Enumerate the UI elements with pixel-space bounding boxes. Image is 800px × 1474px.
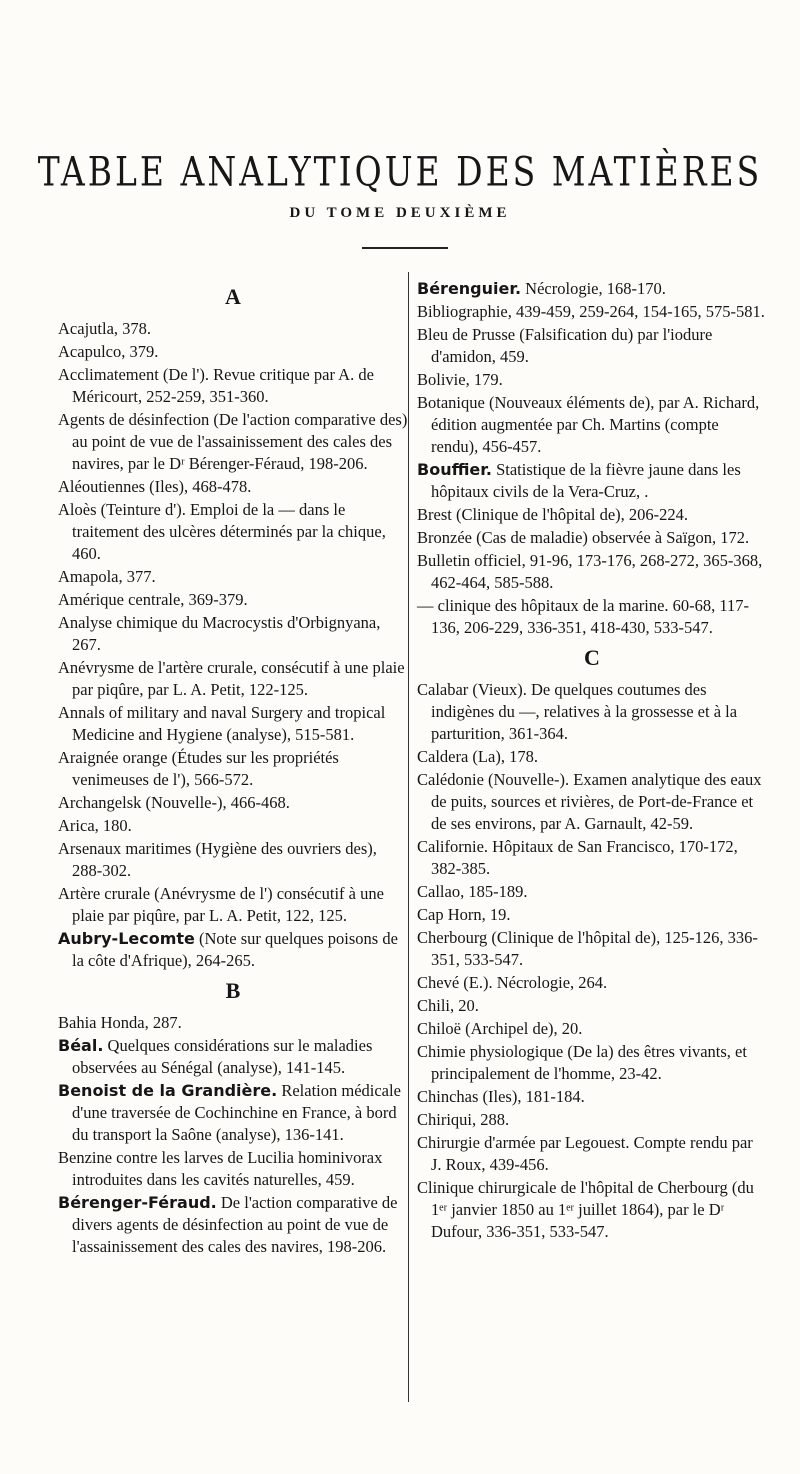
index-entry xyxy=(58,409,408,475)
index-entry xyxy=(417,324,767,368)
index-entry xyxy=(417,278,767,300)
entry-text: Chimie physiologique (De la) des êtres vivants, et principalement de l'homme, 23-42. xyxy=(417,1042,747,1083)
section-letter: B xyxy=(225,978,241,1003)
index-entry xyxy=(417,995,767,1017)
index-entry xyxy=(58,612,408,656)
entry-text: Statistique de la fièvre jaune dans les hôpitaux civils de la Vera-Cruz, . xyxy=(431,460,741,501)
entry-text: Botanique (Nouveaux éléments de), par A. Richard, édition augmentée par Ch. Martins (compte rendu), 456-457. xyxy=(417,393,760,456)
entry-text: Bolivie, 179. xyxy=(417,370,503,389)
index-entry xyxy=(58,792,408,814)
index-entry xyxy=(58,566,408,588)
entry-text: Acapulco, 379. xyxy=(58,342,159,361)
index-entry xyxy=(58,476,408,498)
entry-text: Benzine contre les larves de Lucilia hominivorax introduites dans les cavités naturelles, 459. xyxy=(58,1148,383,1189)
entry-text: Bleu de Prusse (Falsification du) par l'iodure d'amidon, 459. xyxy=(417,325,713,366)
entry-text: Bulletin officiel, 91-96, 173-176, 268-272, 365-368, 462-464, 585-588. xyxy=(417,551,763,592)
index-entry xyxy=(417,1041,767,1085)
entry-text: Chiloë (Archipel de), 20. xyxy=(417,1019,583,1038)
entry-text: Acajutla, 378. xyxy=(58,319,152,338)
entry-text: Quelques considérations sur le maladies observées au Sénégal (analyse), 141-145. xyxy=(72,1036,373,1077)
entry-text: Clinique chirurgicale de l'hôpital de Cherbourg (du 1ᵉʳ janvier 1850 au 1ᵉʳ juillet 1864), par le Dʳ Dufour, 336-351, 533-547. xyxy=(417,1178,754,1241)
index-entry xyxy=(58,499,408,565)
entry-text: Acclimatement (De l'). Revue critique par A. de Méricourt, 252-259, 351-360. xyxy=(58,365,374,406)
entry-text: Callao, 185-189. xyxy=(417,882,528,901)
entry-text: Bibliographie, 439-459, 259-264, 154-165, 575-581. xyxy=(417,302,765,321)
entry-text: Calédonie (Nouvelle-). Examen analytique des eaux de puits, sources et rivières, de Port-de-France et de ses environs, par A. Garnault, 42-59. xyxy=(417,770,762,833)
page-title: TABLE ANALYTIQUE DES MATIÈRES xyxy=(37,147,763,196)
entry-text: Relation médicale d'une traversée de Cochinchine en France, à bord du transport la Saône (analyse), 136-141. xyxy=(72,1081,401,1144)
entry-text: Chevé (E.). Nécrologie, 264. xyxy=(417,973,608,992)
entry-text: Amapola, 377. xyxy=(58,567,156,586)
entry-text: Chiriqui, 288. xyxy=(417,1110,510,1129)
index-entry xyxy=(417,746,767,768)
index-entry xyxy=(58,1147,408,1191)
entry-text: Anévrysme de l'artère crurale, consécutif à une plaie par piqûre, par L. A. Petit, 122-125. xyxy=(58,658,405,699)
index-entry xyxy=(58,318,408,340)
entry-text: Caldera (La), 178. xyxy=(417,747,538,766)
entry-text: (Note sur quelques poisons de la côte d'Afrique), 264-265. xyxy=(72,929,398,970)
index-entry xyxy=(58,657,408,701)
index-entry xyxy=(417,927,767,971)
index-entry xyxy=(417,504,767,526)
right-column xyxy=(417,278,767,1244)
entry-text: Aléoutiennes (Iles), 468-478. xyxy=(58,477,252,496)
index-entry xyxy=(58,1035,408,1079)
entry-text: Araignée orange (Études sur les propriétés venimeuses de l'), 566-572. xyxy=(58,748,339,789)
index-entry xyxy=(58,1192,408,1258)
index-entry xyxy=(58,589,408,611)
entry-text: Artère crurale (Anévrysme de l') consécutif à une plaie par piqûre, par L. A. Petit, 122, 125. xyxy=(58,884,384,925)
entry-text: Bahia Honda, 287. xyxy=(58,1013,182,1032)
index-entry xyxy=(58,702,408,746)
index-entry xyxy=(417,527,767,549)
section-letter: C xyxy=(584,645,600,670)
entry-text: Cap Horn, 19. xyxy=(417,905,511,924)
entry-text: Arica, 180. xyxy=(58,816,132,835)
entry-text: Annals of military and naval Surgery and tropical Medicine and Hygiene (analyse), 515-581. xyxy=(58,703,386,744)
index-entry xyxy=(58,364,408,408)
entry-author: Aubry-Lecomte xyxy=(58,929,195,948)
title-divider xyxy=(362,247,448,249)
entry-author: Béal. xyxy=(58,1036,104,1055)
index-entry xyxy=(417,392,767,458)
entry-text: Nécrologie, 168-170. xyxy=(521,279,666,298)
entry-text: Aloès (Teinture d'). Emploi de la — dans le traitement des ulcères déterminés par la chique, 460. xyxy=(58,500,386,563)
index-entry xyxy=(417,595,767,639)
section-letter: A xyxy=(225,284,241,309)
entry-text: Brest (Clinique de l'hôpital de), 206-224. xyxy=(417,505,689,524)
index-entry xyxy=(417,881,767,903)
index-entry xyxy=(58,883,408,927)
entry-text: Chili, 20. xyxy=(417,996,479,1015)
index-entry xyxy=(58,815,408,837)
entry-text: Analyse chimique du Macrocystis d'Orbignyana, 267. xyxy=(58,613,381,654)
index-entry xyxy=(417,459,767,503)
index-entry xyxy=(58,747,408,791)
index-entry xyxy=(58,1080,408,1146)
index-entry xyxy=(417,369,767,391)
index-entry xyxy=(417,550,767,594)
entry-author: Bérenger-Féraud. xyxy=(58,1193,217,1212)
entry-text: De l'action comparative de divers agents de désinfection au point de vue de l'assainissement des cales des navires, 198-206. xyxy=(72,1193,398,1256)
index-entry xyxy=(417,679,767,745)
entry-author: Bouffier. xyxy=(417,460,492,479)
index-entry xyxy=(58,928,408,972)
index-entry xyxy=(417,1086,767,1108)
entry-text: Cherbourg (Clinique de l'hôpital de), 125-126, 336-351, 533-547. xyxy=(417,928,758,969)
entry-text: Californie. Hôpitaux de San Francisco, 170-172, 382-385. xyxy=(417,837,738,878)
entry-author: Benoist de la Grandière. xyxy=(58,1081,278,1100)
index-entry xyxy=(58,1012,408,1034)
index-entry xyxy=(417,1109,767,1131)
index-entry xyxy=(417,972,767,994)
left-column xyxy=(58,278,408,1259)
entry-author: Bérenguier. xyxy=(417,279,522,298)
entry-text: Arsenaux maritimes (Hygiène des ouvriers des), 288-302. xyxy=(58,839,377,880)
index-entry xyxy=(417,904,767,926)
index-entry xyxy=(417,769,767,835)
index-entry xyxy=(417,836,767,880)
entry-text: Amérique centrale, 369-379. xyxy=(58,590,248,609)
page-subtitle: DU TOME DEUXIÈME xyxy=(289,205,511,221)
entry-text: Chinchas (Iles), 181-184. xyxy=(417,1087,585,1106)
index-entry xyxy=(58,838,408,882)
index-entry xyxy=(417,1177,767,1243)
index-entry xyxy=(417,301,767,323)
entry-text: Calabar (Vieux). De quelques coutumes des indigènes du —, relatives à la grossesse et à la parturition, 361-364. xyxy=(417,680,738,743)
index-entry xyxy=(417,1018,767,1040)
entry-text: — clinique des hôpitaux de la marine. 60-68, 117-136, 206-229, 336-351, 418-430, 533-547. xyxy=(417,596,750,637)
index-entry xyxy=(58,341,408,363)
entry-text: Chirurgie d'armée par Legouest. Compte rendu par J. Roux, 439-456. xyxy=(417,1133,753,1174)
column-separator xyxy=(408,272,409,1402)
entry-text: Agents de désinfection (De l'action comparative des) au point de vue de l'assainissement des cales des navires, par le Dʳ Bérenger-Féraud, 198-206. xyxy=(58,410,408,473)
entry-text: Bronzée (Cas de maladie) observée à Saïgon, 172. xyxy=(417,528,750,547)
index-entry xyxy=(417,1132,767,1176)
entry-text: Archangelsk (Nouvelle-), 466-468. xyxy=(58,793,290,812)
